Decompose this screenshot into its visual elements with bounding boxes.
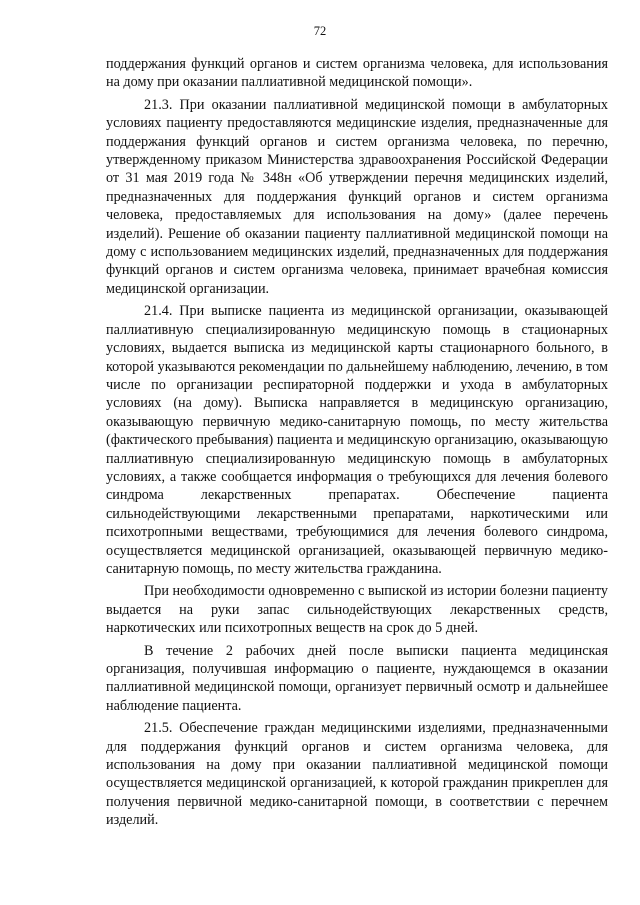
paragraph-discharge-supply: При необходимости одновременно с выпиской из истории болезни пациенту выдается на руки запас сильнодействующих лекарственных средств, наркотических или психотропных веществ на срок до 5 дней. <box>106 583 608 637</box>
page-number: 72 <box>313 24 327 38</box>
paragraph-two-days: В течение 2 рабочих дней после выписки пациента медицинская организация, получившая информацию о пациенте, нуждающемся в оказании паллиативной медицинской помощи, организует первичный осмотр и дальнейшее наблюдение пациента. <box>106 642 608 714</box>
paragraph-21-3: 21.3. При оказании паллиативной медицинской помощи в амбулаторных условиях пациенту предоставляются медицинские изделия, предназначенные для поддержания функций органов и систем организма человека, по перечню, утвержденному приказом Министерства здравоохранения Российской Федерации от 31 мая 2019 года № 348н «Об утверждении перечня медицинских изделий, предназначенных для поддержания функций органов и систем организма человека, предоставляемых для использования на дому» (далее перечень изделий). Решение об оказании пациенту паллиативной медицинской помощи на дому с использованием медицинских изделий, предназначенных для поддержания функций органов и систем организма человека, принимает врачебная комиссия медицинской организации. <box>106 96 608 297</box>
document-body <box>106 55 608 830</box>
paragraph-continuation: поддержания функций органов и систем организма человека, для использования на дому при оказании паллиативной медицинской помощи». <box>106 56 608 91</box>
paragraph-21-5: 21.5. Обеспечение граждан медицинскими изделиями, предназначенными для поддержания функций органов и систем организма человека, для использования на дому при оказании паллиативной медицинской помощи осуществляется медицинской организацией, к которой гражданин прикреплен для получения первичной медико-санитарной помощи, в соответствии с перечнем изделий. <box>106 720 608 829</box>
paragraph-21-4: 21.4. При выписке пациента из медицинской организации, оказывающей паллиативную специализированную медицинскую помощь в стационарных условиях, выдается выписка из медицинской карты стационарного больного, в которой указываются рекомендации по дальнейшему наблюдению, лечению, в том числе по организации респираторной поддержки и ухода в амбулаторных условиях (на дому). Выписка направляется в медицинскую организацию, оказывающую первичную медико-санитарную помощь, по месту жительства (фактического пребывания) пациента и медицинскую организацию, оказывающую паллиативную специализированную медицинскую помощь в амбулаторных условиях, а также сообщается информация о требующихся для лечения болевого синдрома лекарственных препаратах. Обеспечение пациента сильнодействующими лекарственными препаратами, наркотическими или психотропными веществами, требующимися для лечения болевого синдрома, осуществляется медицинской организацией, оказывающей первичную медико-санитарную помощь, по месту жительства гражданина. <box>106 303 608 577</box>
